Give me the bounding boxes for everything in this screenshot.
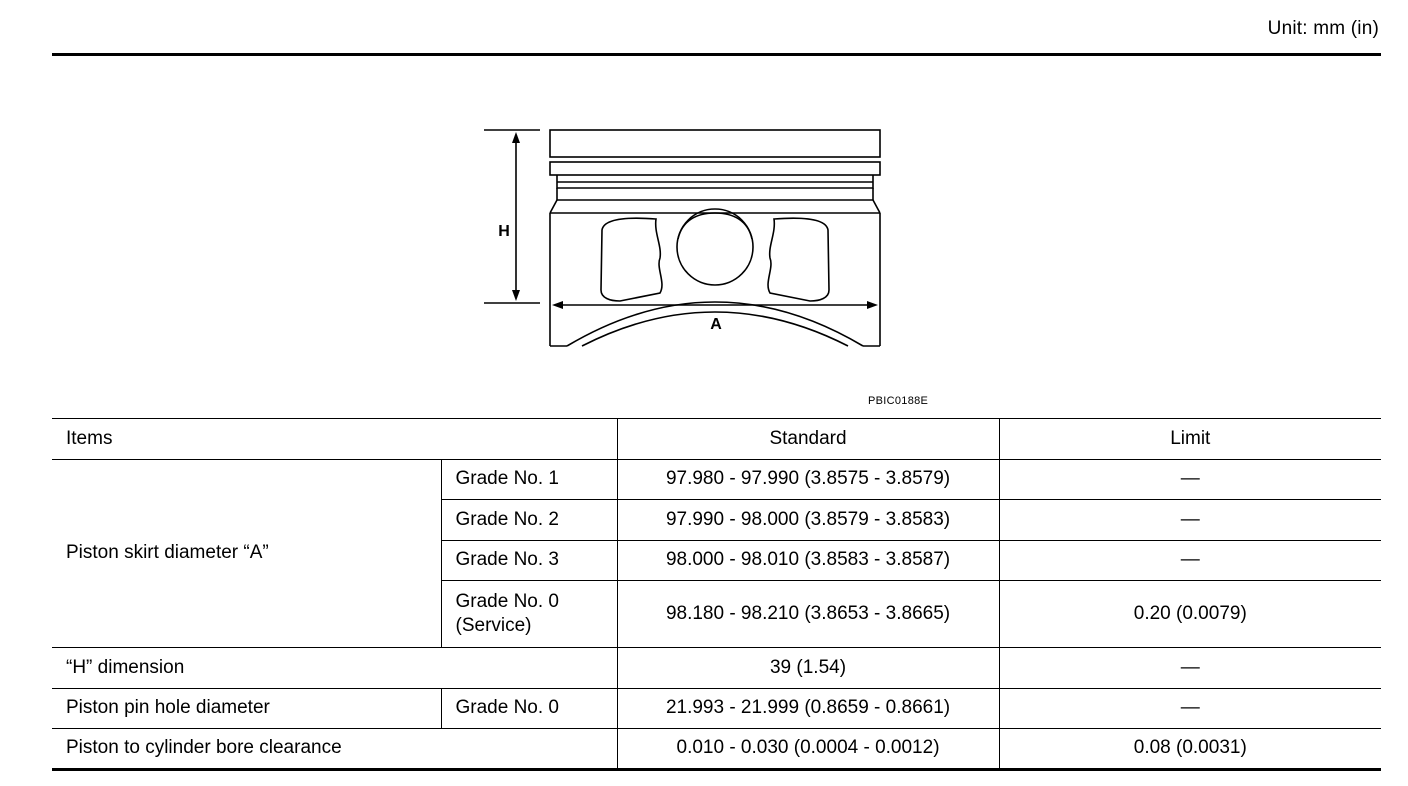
h-dimension-label: H [498, 223, 510, 240]
grade-cell: Grade No. 0 [441, 688, 617, 729]
grade-cell: Grade No. 1 [441, 459, 617, 500]
standard-cell: 97.980 - 97.990 (3.8575 - 3.8579) [617, 459, 999, 500]
limit-cell: — [999, 688, 1381, 729]
limit-cell: 0.08 (0.0031) [999, 729, 1381, 770]
skirt-diameter-item: Piston skirt diameter “A” [52, 459, 441, 648]
table-header-row [52, 419, 1381, 460]
clearance-item: Piston to cylinder bore clearance [52, 729, 617, 770]
piston-diagram [470, 118, 910, 358]
limit-cell: — [999, 500, 1381, 541]
standard-cell: 98.180 - 98.210 (3.8653 - 3.8665) [617, 581, 999, 648]
header-limit: Limit [999, 419, 1381, 460]
limit-cell: 0.20 (0.0079) [999, 581, 1381, 648]
grade-cell [441, 581, 617, 648]
header-standard: Standard [617, 419, 999, 460]
standard-cell: 98.000 - 98.010 (3.8583 - 3.8587) [617, 540, 999, 581]
piston-spec-table [52, 418, 1381, 771]
grade-cell: Grade No. 3 [441, 540, 617, 581]
header-items: Items [52, 419, 617, 460]
h-dimension-item: “H” dimension [52, 648, 617, 689]
grade-line: Grade No. 0 [455, 591, 559, 612]
a-dimension-label: A [710, 316, 722, 333]
limit-cell: — [999, 540, 1381, 581]
table-row [52, 648, 1381, 689]
table-row [52, 459, 1381, 500]
table-row [52, 688, 1381, 729]
figure-code: PBIC0188E [868, 395, 929, 407]
standard-cell: 97.990 - 98.000 (3.8579 - 3.8583) [617, 500, 999, 541]
top-divider [52, 53, 1381, 56]
limit-cell: — [999, 459, 1381, 500]
standard-cell: 0.010 - 0.030 (0.0004 - 0.0012) [617, 729, 999, 770]
grade-line: (Service) [455, 615, 532, 636]
standard-cell: 21.993 - 21.999 (0.8659 - 0.8661) [617, 688, 999, 729]
grade-cell: Grade No. 2 [441, 500, 617, 541]
unit-label: Unit: mm (in) [1267, 18, 1379, 39]
table-row [52, 729, 1381, 770]
limit-cell: — [999, 648, 1381, 689]
standard-cell: 39 (1.54) [617, 648, 999, 689]
pin-hole-item: Piston pin hole diameter [52, 688, 441, 729]
